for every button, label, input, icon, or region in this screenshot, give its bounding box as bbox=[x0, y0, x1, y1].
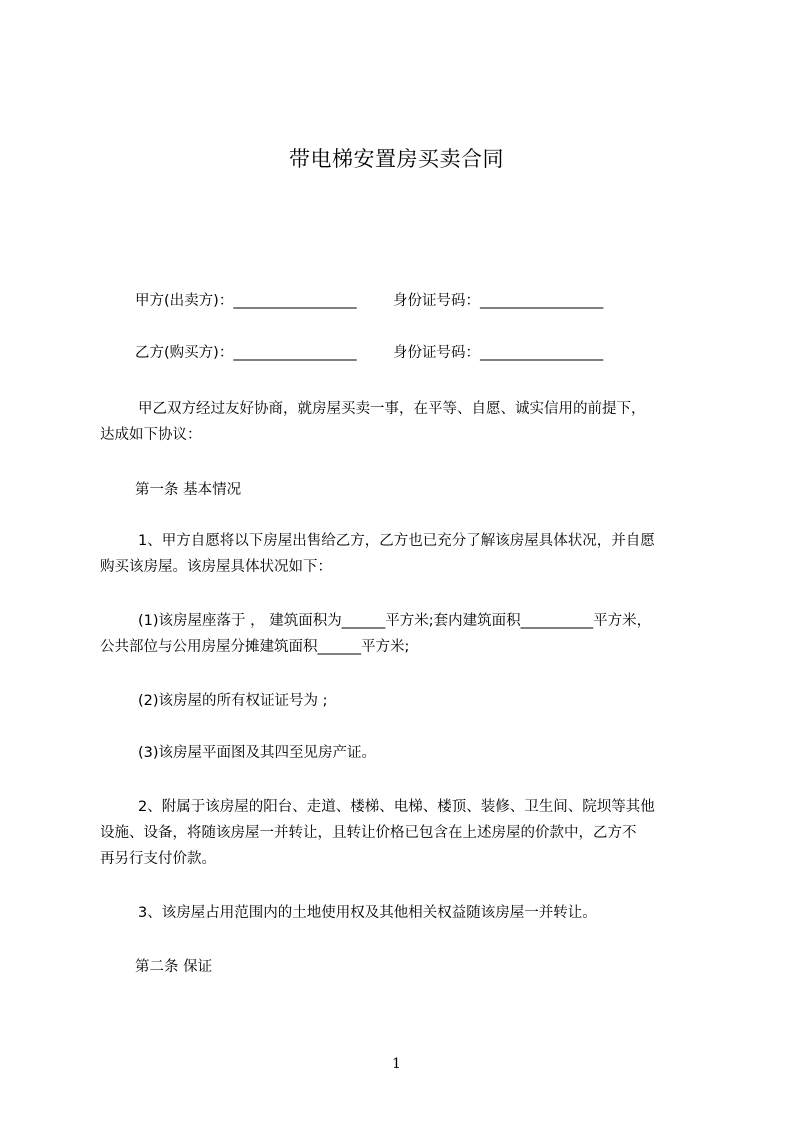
clause-2-line-3: 再另行支付价款。 bbox=[100, 851, 216, 867]
document-title: 带电梯安置房买卖合同 bbox=[289, 147, 504, 171]
party-b-id-label: 身份证号码：_________________ bbox=[393, 345, 604, 361]
party-a-label: 甲方(出卖方)：_________________ bbox=[135, 293, 357, 309]
clause-1-line-1: 1、甲方自愿将以下房屋出售给乙方，乙方也已充分了解该房屋具体状况，并自愿 bbox=[138, 533, 655, 549]
clause-1-line-2: 购买该房屋。该房屋具体状况如下： bbox=[100, 559, 332, 575]
item-1-line-1: (1)该房屋座落于 ， 建筑面积为______平方米;套内建筑面积__________平方米， bbox=[138, 613, 652, 629]
party-b-line bbox=[135, 343, 604, 363]
article-1-heading: 第一条 基本情况 bbox=[135, 482, 242, 498]
clause-3: 3、该房屋占用范围内的土地使用权及其他相关权益随该房屋一并转让。 bbox=[138, 905, 597, 921]
preamble-line-1: 甲乙双方经过友好协商，就房屋买卖一事，在平等、自愿、诚实信用的前提下， bbox=[138, 401, 646, 417]
clause-2-line-1: 2、附属于该房屋的阳台、走道、楼梯、电梯、楼顶、装修、卫生间、院坝等其他 bbox=[138, 799, 655, 815]
article-2-heading: 第二条 保证 bbox=[135, 959, 213, 975]
party-a-line bbox=[135, 291, 604, 311]
item-1-line-2: 公共部位与公用房屋分摊建筑面积______平方米; bbox=[100, 639, 410, 655]
party-b-label: 乙方(购买方)：_________________ bbox=[135, 345, 357, 361]
party-a-id-label: 身份证号码：_________________ bbox=[393, 293, 604, 309]
preamble-line-2: 达成如下协议： bbox=[100, 427, 202, 443]
page-number: 1 bbox=[392, 1056, 401, 1072]
item-3: (3)该房屋平面图及其四至见房产证。 bbox=[138, 745, 377, 761]
clause-2-line-2: 设施、设备，将随该房屋一并转让，且转让价格已包含在上述房屋的价款中，乙方不 bbox=[100, 825, 637, 841]
item-2: (2)该房屋的所有权证证号为 ; bbox=[138, 693, 328, 709]
